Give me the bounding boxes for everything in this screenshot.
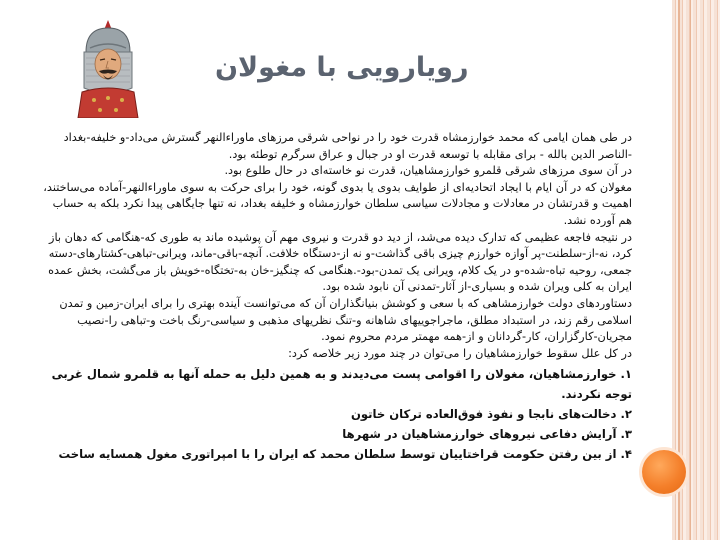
mongol-warrior-portrait — [72, 18, 144, 118]
paragraph-causes-intro: در کل علل سقوط خوارزمشاهیان را می‌توان در چند مورد زیر خلاصه کرد: — [288, 346, 632, 360]
slide-title: رویارویی با مغولان — [215, 52, 469, 83]
list-item-number: ۳. — [620, 427, 632, 442]
list-item — [38, 404, 632, 424]
slide-body — [38, 130, 632, 464]
causes-list — [38, 364, 632, 464]
list-item-text: از بین رفتن حکومت قراختاییان توسط سلطان محمد که ایران را با امپراتوری مغول همسایه ساخت — [58, 447, 617, 462]
list-item-number: ۲. — [620, 407, 632, 422]
list-item-text: خوارزمشاهیان، مغولان را اقوامی پست می‌دیدند و به همین دلیل به حمله آنها به قلمرو شمال غربی توجه نکردند. — [51, 367, 632, 402]
paragraph-rising-power: در آن سوی مرزهای شرقی قلمرو خوارزمشاهیان، قدرت نو خاسته‌ای در حال طلوع بود. — [224, 164, 632, 178]
list-item — [38, 444, 632, 464]
list-item — [38, 364, 632, 404]
paragraph-intro: در طی همان ایامی که محمد خوارزمشاه قدرت خود را در نواحی شرقی مرزهای ماوراءالنهر گسترش می‌داد-و خلیفه-بغداد -الناصر الدین بالله - برای مقابله با توسعه قدرت او در جبال و عراق سرگرم توطئه بود. — [63, 131, 632, 161]
list-item-text: دخالت‌های نابجا و نفوذ فوق‌العاده ترکان خاتون — [351, 407, 617, 422]
list-item-text: آرایش دفاعی نیروهای خوارزمشاهیان در شهرها — [342, 427, 617, 442]
list-item — [38, 424, 632, 444]
list-item-number: ۱. — [620, 367, 632, 382]
orange-circle-decoration — [642, 450, 686, 494]
paragraph-catastrophe: در نتیجه فاجعه عظیمی که تدارک دیده می‌شد، از دید دو قدرت و نیروی مهم آن پوشیده ماند به طوری که-هنگامی که دهان باز کرد، نه-از-سلطنت-پر آوازه خوارزم چیزی باقی گذاشت-و نه از-دستگاه خلافت. آنچه-باقی-ماند، ویرانی-تباهی-کشتارهای-دسته جمعی، روحیه تباه-شده-و در یک کلام، ویرانی یک تمدن-بود-.هنگامی که چنگیز-خان به-تختگاه-خویش باز می‌گشت، بخش عمده ایران به کلی ویران شده و بسیاری-از آثار-تمدنی آن نابود شده بود. — [48, 230, 632, 294]
paragraph-mongols: مغولان که در آن ایام با ایجاد اتحادیه‌ای از طوایف بدوی یا بدوی گونه، خود را برای حرکت به سوی ماوراءالنهر-آماده می‌ساختند، اهمیت و قدرتشان در معادلات و مجادلات سیاسی سلطان خوارزمشاه و خلیفه بغداد، نه تنها جایگاهی پیدا نکرد بلکه به حساب هم آورده نشد. — [43, 180, 632, 227]
paragraph-achievements: دستاوردهای دولت خوارزمشاهی که با سعی و کوشش بنیانگذاران آن که می‌توانست آینده بهتری را برای ایران-زمین و تمدن اسلامی رقم زند، در استبداد مطلق، ماجراجوییهای شاهانه و-تنگ نظریهای مذهبی و سیاسی-رنگ باخت و-تباهی را-نصیب مجریان-کارگزاران، کار-گردانان و از-همه مهمتر مردم محروم نمود. — [59, 296, 632, 344]
list-item-number: ۴. — [620, 447, 632, 462]
